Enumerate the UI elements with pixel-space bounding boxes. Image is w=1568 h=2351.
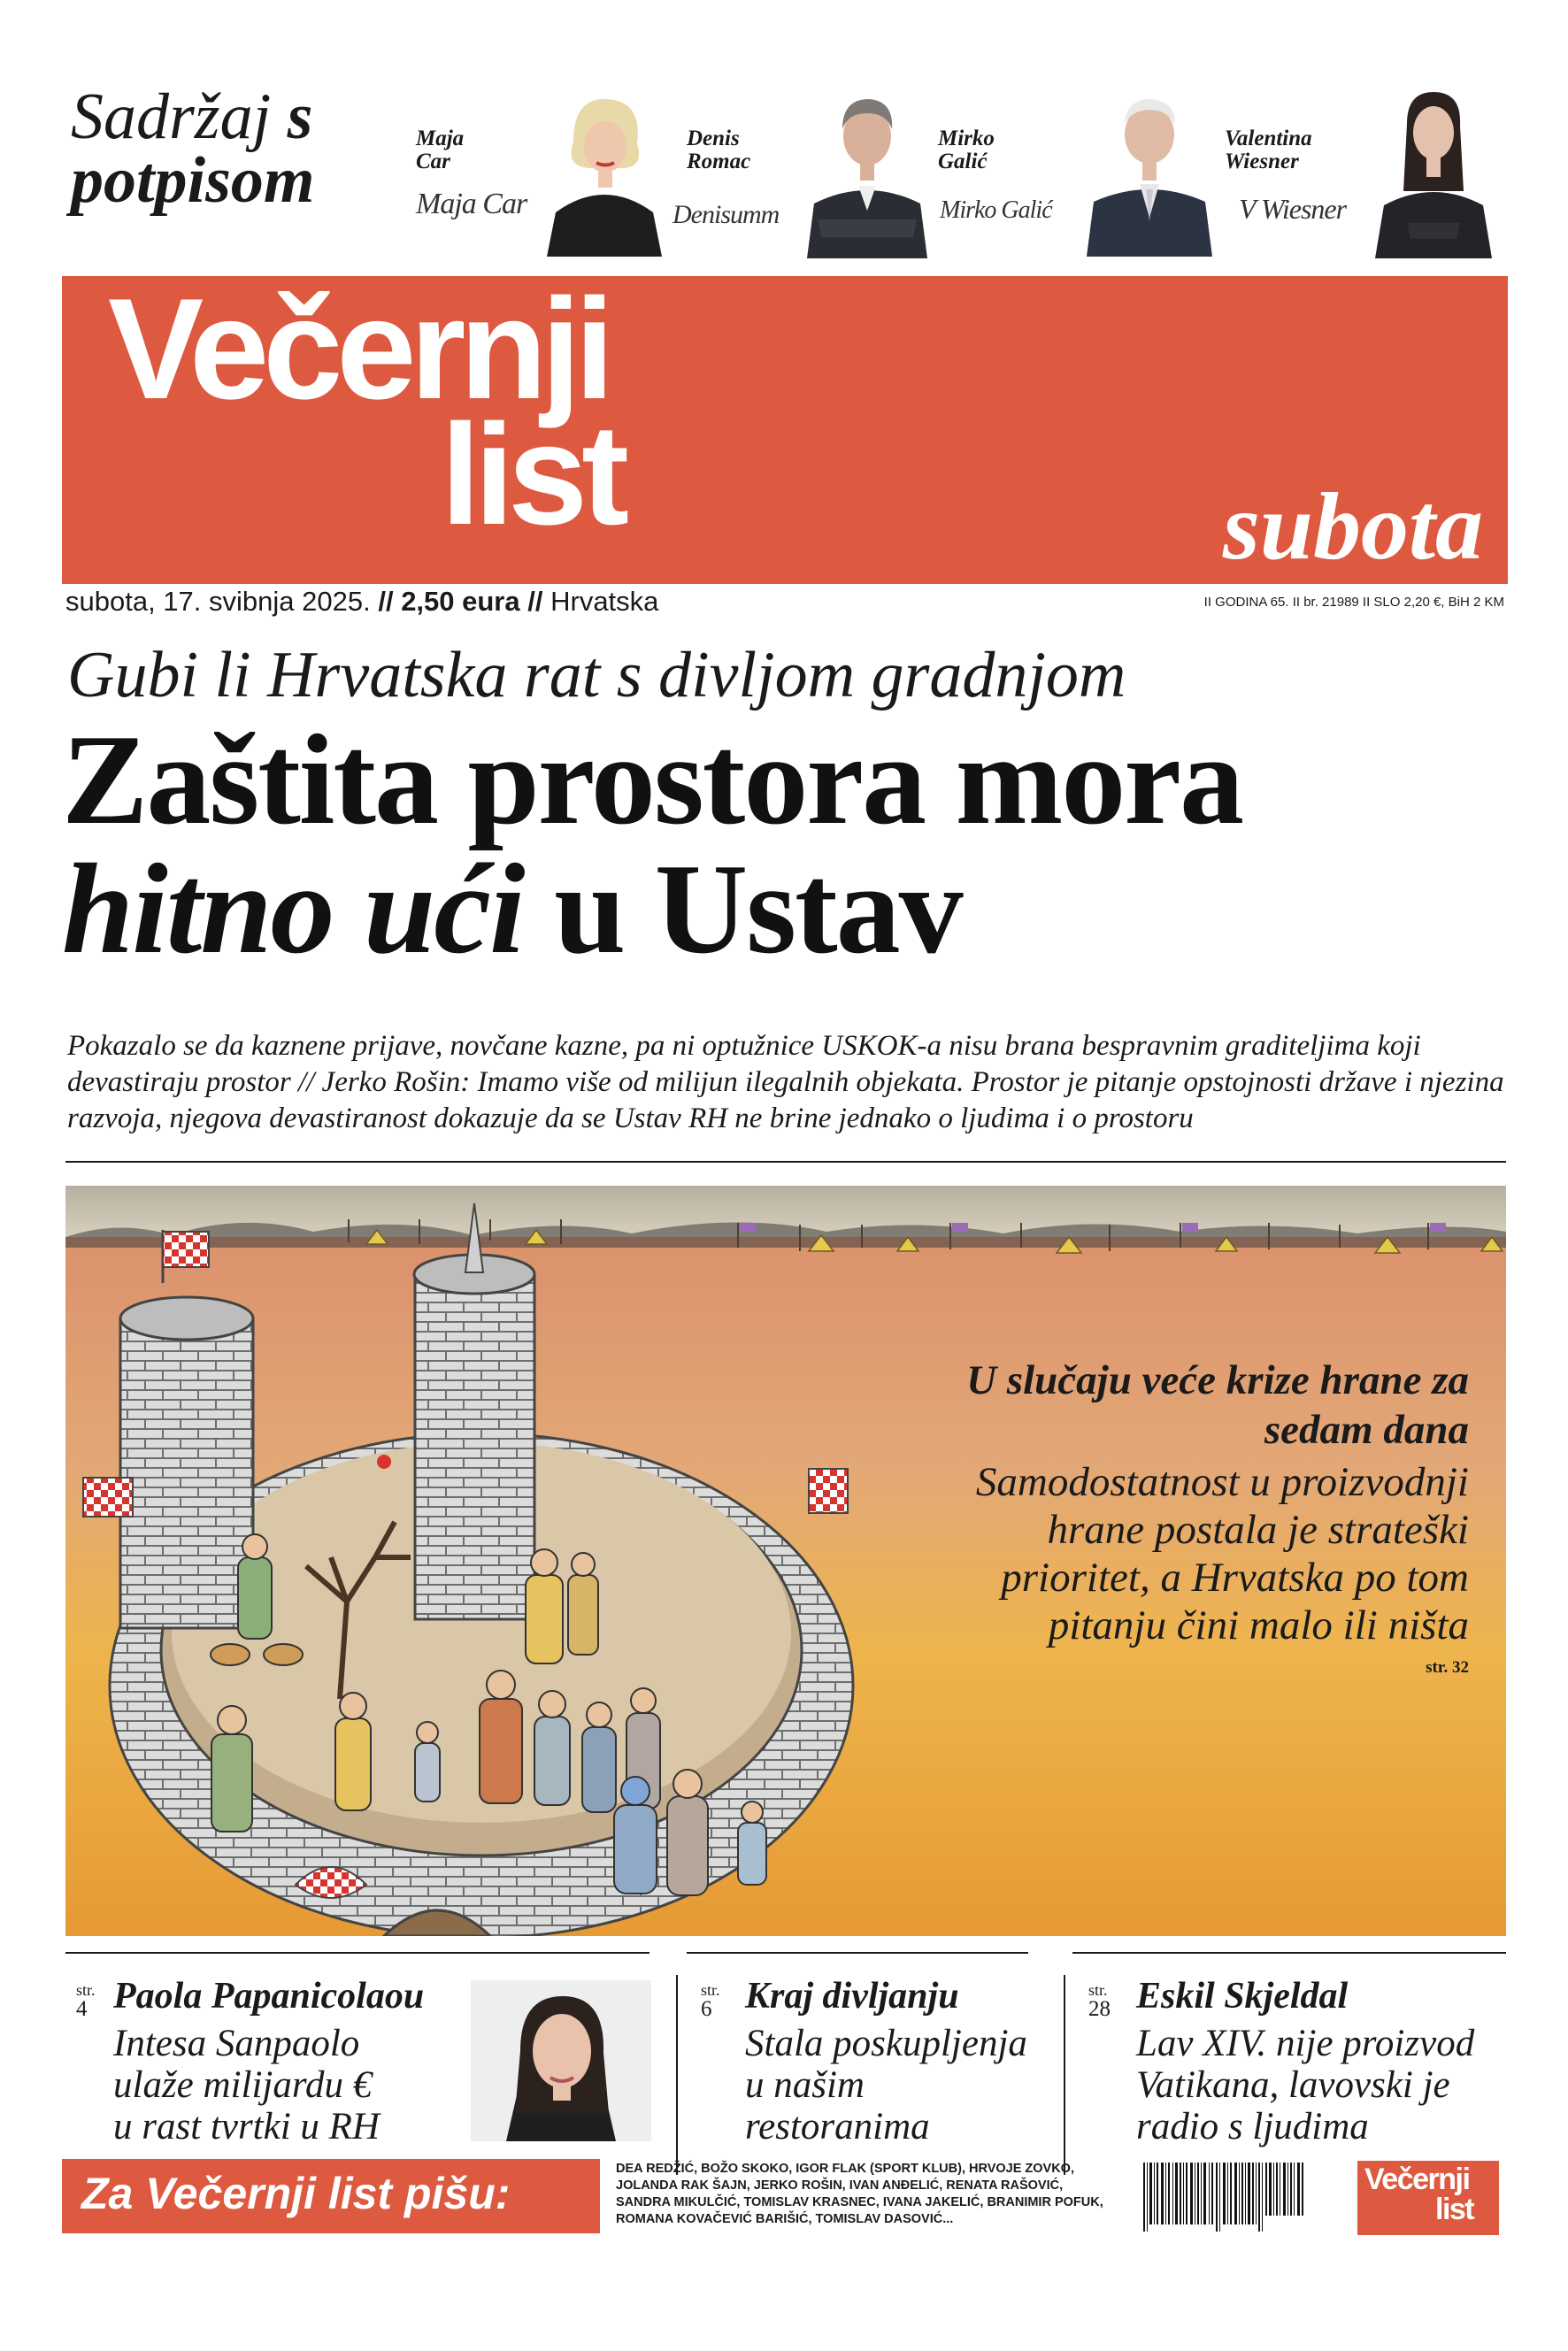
teaser-photo-papanicolaou bbox=[471, 1980, 651, 2141]
feature-teaser[interactable] bbox=[894, 1356, 1469, 1678]
feature-kicker: U slučaju veće krize hrane za sedam dana bbox=[966, 1357, 1469, 1453]
footer-logo[interactable] bbox=[1357, 2161, 1499, 2235]
teaser-headline-1[interactable]: Paola Papanicolaou bbox=[113, 1976, 425, 2017]
author-signature-valentina-wiesner: V Wiesner bbox=[1239, 193, 1347, 225]
footer-logo-text bbox=[1364, 2164, 1473, 2224]
teaser-str-label: str. bbox=[76, 1981, 96, 1999]
lead-headline-rest: u Ustav bbox=[523, 837, 962, 980]
contributors-title: Za Večernji list pišu: bbox=[81, 2169, 511, 2218]
teaser-str-label: str. bbox=[1088, 1981, 1108, 1999]
teaser-headline-3[interactable]: Eskil Skjeldal bbox=[1136, 1976, 1349, 2017]
signed-content-title-line2: potpisom bbox=[71, 144, 315, 217]
teaser-str-label: str. bbox=[701, 1981, 720, 1999]
author-name-maja-car: Maja Car bbox=[416, 127, 465, 173]
signed-content-title-word: Sadržaj bbox=[71, 81, 272, 153]
lead-lede: Pokazalo se da kaznene prijave, novčane kazne, pa ni optužnice USKOK-a nisu brana bespravnim graditeljima koji devastiraju prostor // Jerko Rošin: Imamo više od milijun ilegalnih objekata. Prostor je pitanje opstojnosti države i njezina razvoja, njegova devastiranost dokazuje da se Ustav RH ne brine jednako o ljudima i o prostoru bbox=[67, 1030, 1504, 1134]
signed-content-title-s: s bbox=[287, 81, 313, 153]
contributors-list: DEA REDŽIĆ, BOŽO SKOKO, IGOR FLAK (SPORT KLUB), HRVOJE ZOVKO, JOLANDA RAK ŠAJN, JERKO ROŠIN, IVAN ANĐELIĆ, RENATA RAŠOVIĆ, SANDRA MIKULČIĆ, TOMISLAV KRASNEC, IVANA JAKELIĆ, BRANIMIR POFUK, ROMANA KOVAČEVIĆ BARIŠIĆ, TOMISLAV DASOVIĆ... bbox=[616, 2162, 1103, 2226]
lead-headline[interactable] bbox=[62, 708, 1522, 980]
teaser-headline-2[interactable]: Kraj divljanju bbox=[745, 1976, 959, 2017]
dateline-date: subota, 17. svibnja 2025. bbox=[65, 586, 371, 617]
teaser-page-ref-3 bbox=[1088, 1982, 1111, 2021]
teaser-page-number: 28 bbox=[1088, 1997, 1111, 2021]
author-signature-mirko-galic: Mirko Galić bbox=[940, 196, 1052, 224]
teaser-rule-2 bbox=[687, 1952, 1028, 1954]
teaser-separator bbox=[1064, 1975, 1065, 2175]
masthead-logo-line2: list bbox=[441, 395, 624, 555]
masthead-day: subota bbox=[1222, 474, 1483, 580]
teaser-page-number: 6 bbox=[701, 1997, 712, 2021]
masthead-logo[interactable] bbox=[108, 269, 624, 555]
lead-headline-line1: Zaštita prostora mora bbox=[62, 708, 1243, 851]
teaser-page-ref-1 bbox=[76, 1982, 96, 2021]
feature-page-ref: str. 32 bbox=[1426, 1658, 1469, 1677]
author-photo-mirko-galic bbox=[1087, 80, 1212, 257]
lead-kicker[interactable]: Gubi li Hrvatska rat s divljom gradnjom bbox=[67, 639, 1126, 711]
dateline-separator: // bbox=[527, 586, 543, 617]
lead-headline-italic: hitno ući bbox=[62, 837, 524, 980]
teaser-text-1: Intesa Sanpaolo ulaže milijardu € u rast tvrtki u RH bbox=[113, 2023, 380, 2147]
author-name-mirko-galic: Mirko Galić bbox=[938, 127, 995, 173]
author-name-denis-romac: Denis Romac bbox=[687, 127, 751, 173]
teaser-text-2: Stala poskupljenja u našim restoranima bbox=[745, 2023, 1027, 2147]
masthead bbox=[62, 269, 1508, 584]
dateline-region: Hrvatska bbox=[550, 586, 659, 617]
author-photo-valentina-wiesner bbox=[1372, 74, 1495, 258]
author-photo-maja-car bbox=[538, 80, 671, 257]
feature-text: Samodostatnost u proizvodnji hrane postala je strateški prioritet, a Hrvatska po tom pitanju čini malo ili ništa bbox=[975, 1459, 1469, 1648]
footer-logo-line2: list bbox=[1435, 2193, 1474, 2226]
author-signature-denis-romac: Denisumm bbox=[673, 200, 780, 229]
teaser-separator bbox=[676, 1975, 678, 2175]
barcode bbox=[1141, 2163, 1310, 2240]
teaser-rule-3 bbox=[1072, 1952, 1506, 1954]
teaser-page-number: 4 bbox=[76, 1997, 88, 2021]
issue-info: II GODINA 65. II br. 21989 II SLO 2,20 €, BiH 2 KM bbox=[1203, 595, 1504, 610]
contributors-banner bbox=[62, 2159, 600, 2233]
footer-logo-line1: Večernji bbox=[1364, 2163, 1470, 2196]
teaser-text-3: Lav XIV. nije proizvod Vatikana, lavovski je radio s ljudima bbox=[1136, 2023, 1475, 2147]
teaser-rule-1 bbox=[65, 1952, 649, 1954]
teaser-page-ref-2 bbox=[701, 1982, 720, 2021]
dateline-separator: // bbox=[378, 586, 394, 617]
dateline-price: 2,50 eura bbox=[401, 586, 520, 617]
author-name-valentina-wiesner: Valentina Wiesner bbox=[1225, 127, 1312, 173]
author-signature-maja-car: Maja Car bbox=[416, 188, 527, 220]
dateline bbox=[65, 586, 658, 618]
signed-content-title bbox=[71, 81, 315, 217]
masthead-logo-line1: Večernji bbox=[108, 269, 609, 429]
author-photo-denis-romac bbox=[807, 78, 927, 258]
section-divider bbox=[65, 1161, 1506, 1163]
